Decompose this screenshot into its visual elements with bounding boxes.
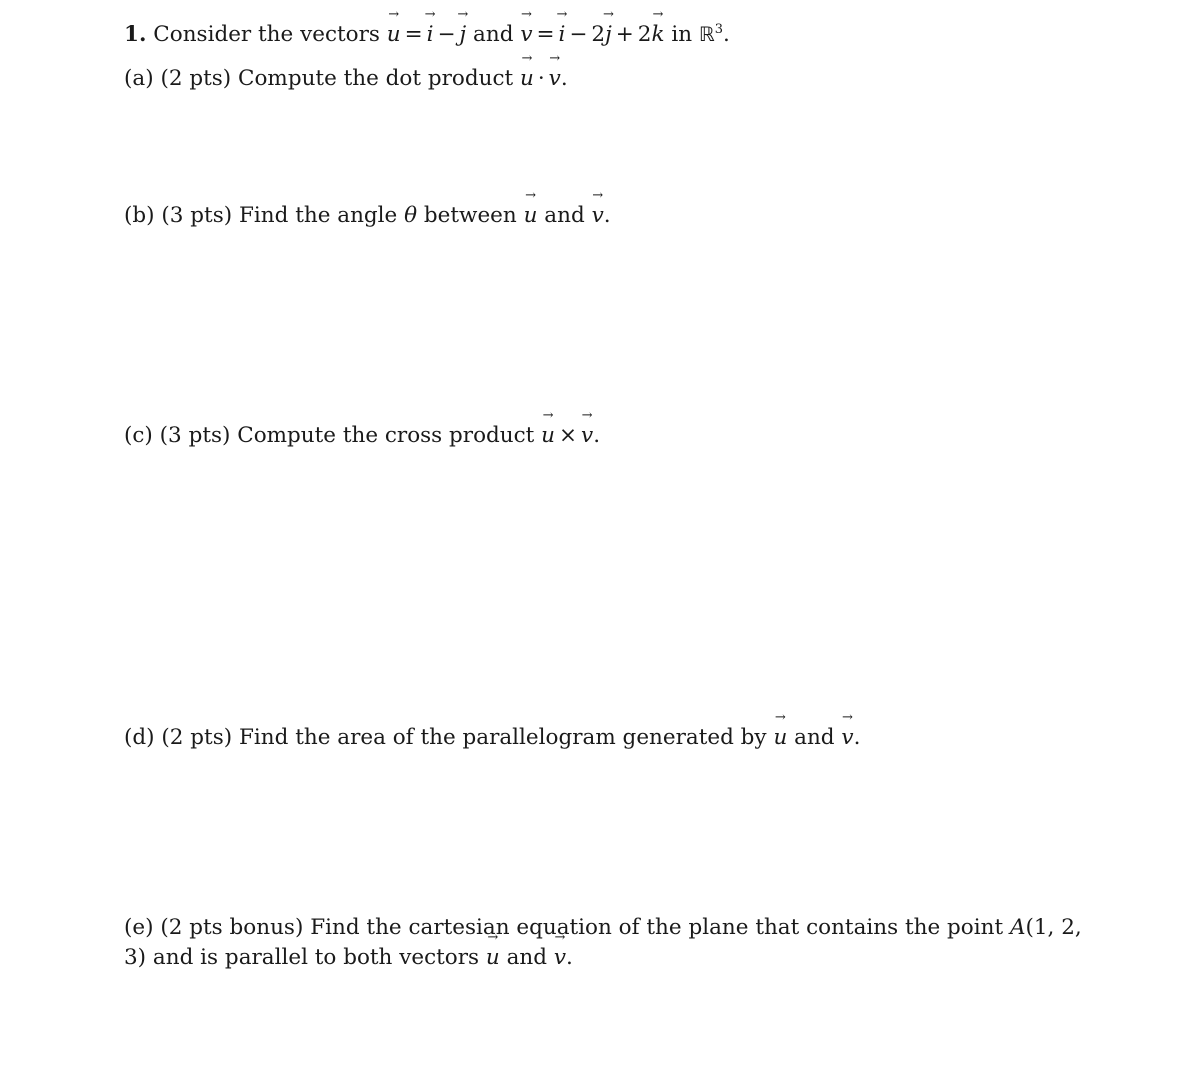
and-word: and: [544, 203, 585, 228]
vector-v: → v: [841, 722, 853, 752]
part-b: (b) (3 pts) Find the angle θ between → u and → v.: [124, 200, 611, 230]
part-d-text: Find the area of the parallelogram generated by: [238, 725, 767, 750]
and-word: and: [473, 22, 514, 47]
vector-u: → u: [520, 63, 534, 93]
part-e-points: (2 pts bonus): [160, 915, 304, 940]
vector-v: → v: [549, 63, 561, 93]
vector-v: → v: [581, 420, 593, 450]
and-word: and: [794, 725, 835, 750]
part-e-text-after: and is parallel to both vectors: [152, 945, 480, 970]
point-name: A: [1009, 915, 1026, 940]
part-a-text: Compute the dot product: [238, 66, 514, 91]
part-d-points: (2 pts): [161, 725, 233, 750]
part-b-text-before: Find the angle: [238, 203, 398, 228]
point-coordinates: (1, 2, 3): [124, 915, 1082, 970]
part-d-label: (d): [124, 725, 155, 750]
and-word: and: [506, 945, 548, 970]
theta-symbol: θ: [404, 203, 418, 228]
part-e-text-before: Find the cartesian equation of the plane that contains the point: [310, 915, 1004, 940]
part-a: (a) (2 pts) Compute the dot product → u ·→ v.: [124, 63, 568, 93]
vector-v: → v: [554, 942, 566, 972]
coefficient: 2: [637, 22, 652, 47]
coefficient: 2: [591, 22, 606, 47]
part-d: (d) (2 pts) Find the area of the parallelogram generated by → u and → v.: [124, 722, 860, 752]
problem-statement: 1. Consider the vectors → u =→ i −→ j and → v =→ i − 2→ j + 2→ k in ℝ$^3$.: [124, 19, 730, 49]
problem-intro: Consider the vectors: [153, 22, 380, 47]
vector-u: → u: [486, 942, 500, 972]
vector-u: → u: [541, 420, 555, 450]
unit-k: → k: [651, 19, 664, 49]
vector-v: → v: [592, 200, 604, 230]
part-c-label: (c): [124, 423, 153, 448]
part-a-label: (a): [124, 66, 154, 91]
space-symbol: ℝ: [698, 22, 715, 46]
unit-j: → j: [460, 19, 467, 49]
part-b-text-after: between: [423, 203, 517, 228]
problem-number: 1.: [124, 22, 147, 47]
part-b-label: (b): [124, 203, 155, 228]
part-c-text: Compute the cross product: [237, 423, 535, 448]
unit-i: → i: [559, 19, 566, 49]
vector-u: → u: [387, 19, 401, 49]
part-e: (e) (2 pts bonus) Find the cartesian equation of the plane that contains the point A(1, 2, 3) and is parallel to both vectors → u and → v.: [124, 914, 1084, 972]
part-c-points: (3 pts): [159, 423, 231, 448]
unit-j: → j: [605, 19, 612, 49]
part-b-points: (3 pts): [161, 203, 233, 228]
part-c: (c) (3 pts) Compute the cross product → u ×→ v.: [124, 420, 600, 450]
vector-v: → v: [520, 19, 532, 49]
unit-i: → i: [427, 19, 434, 49]
in-word: in: [671, 22, 693, 47]
vector-u: → u: [773, 722, 787, 752]
part-e-label: (e): [124, 915, 154, 940]
space-dimension: 3: [714, 21, 724, 37]
vector-u: → u: [524, 200, 538, 230]
part-a-points: (2 pts): [160, 66, 232, 91]
